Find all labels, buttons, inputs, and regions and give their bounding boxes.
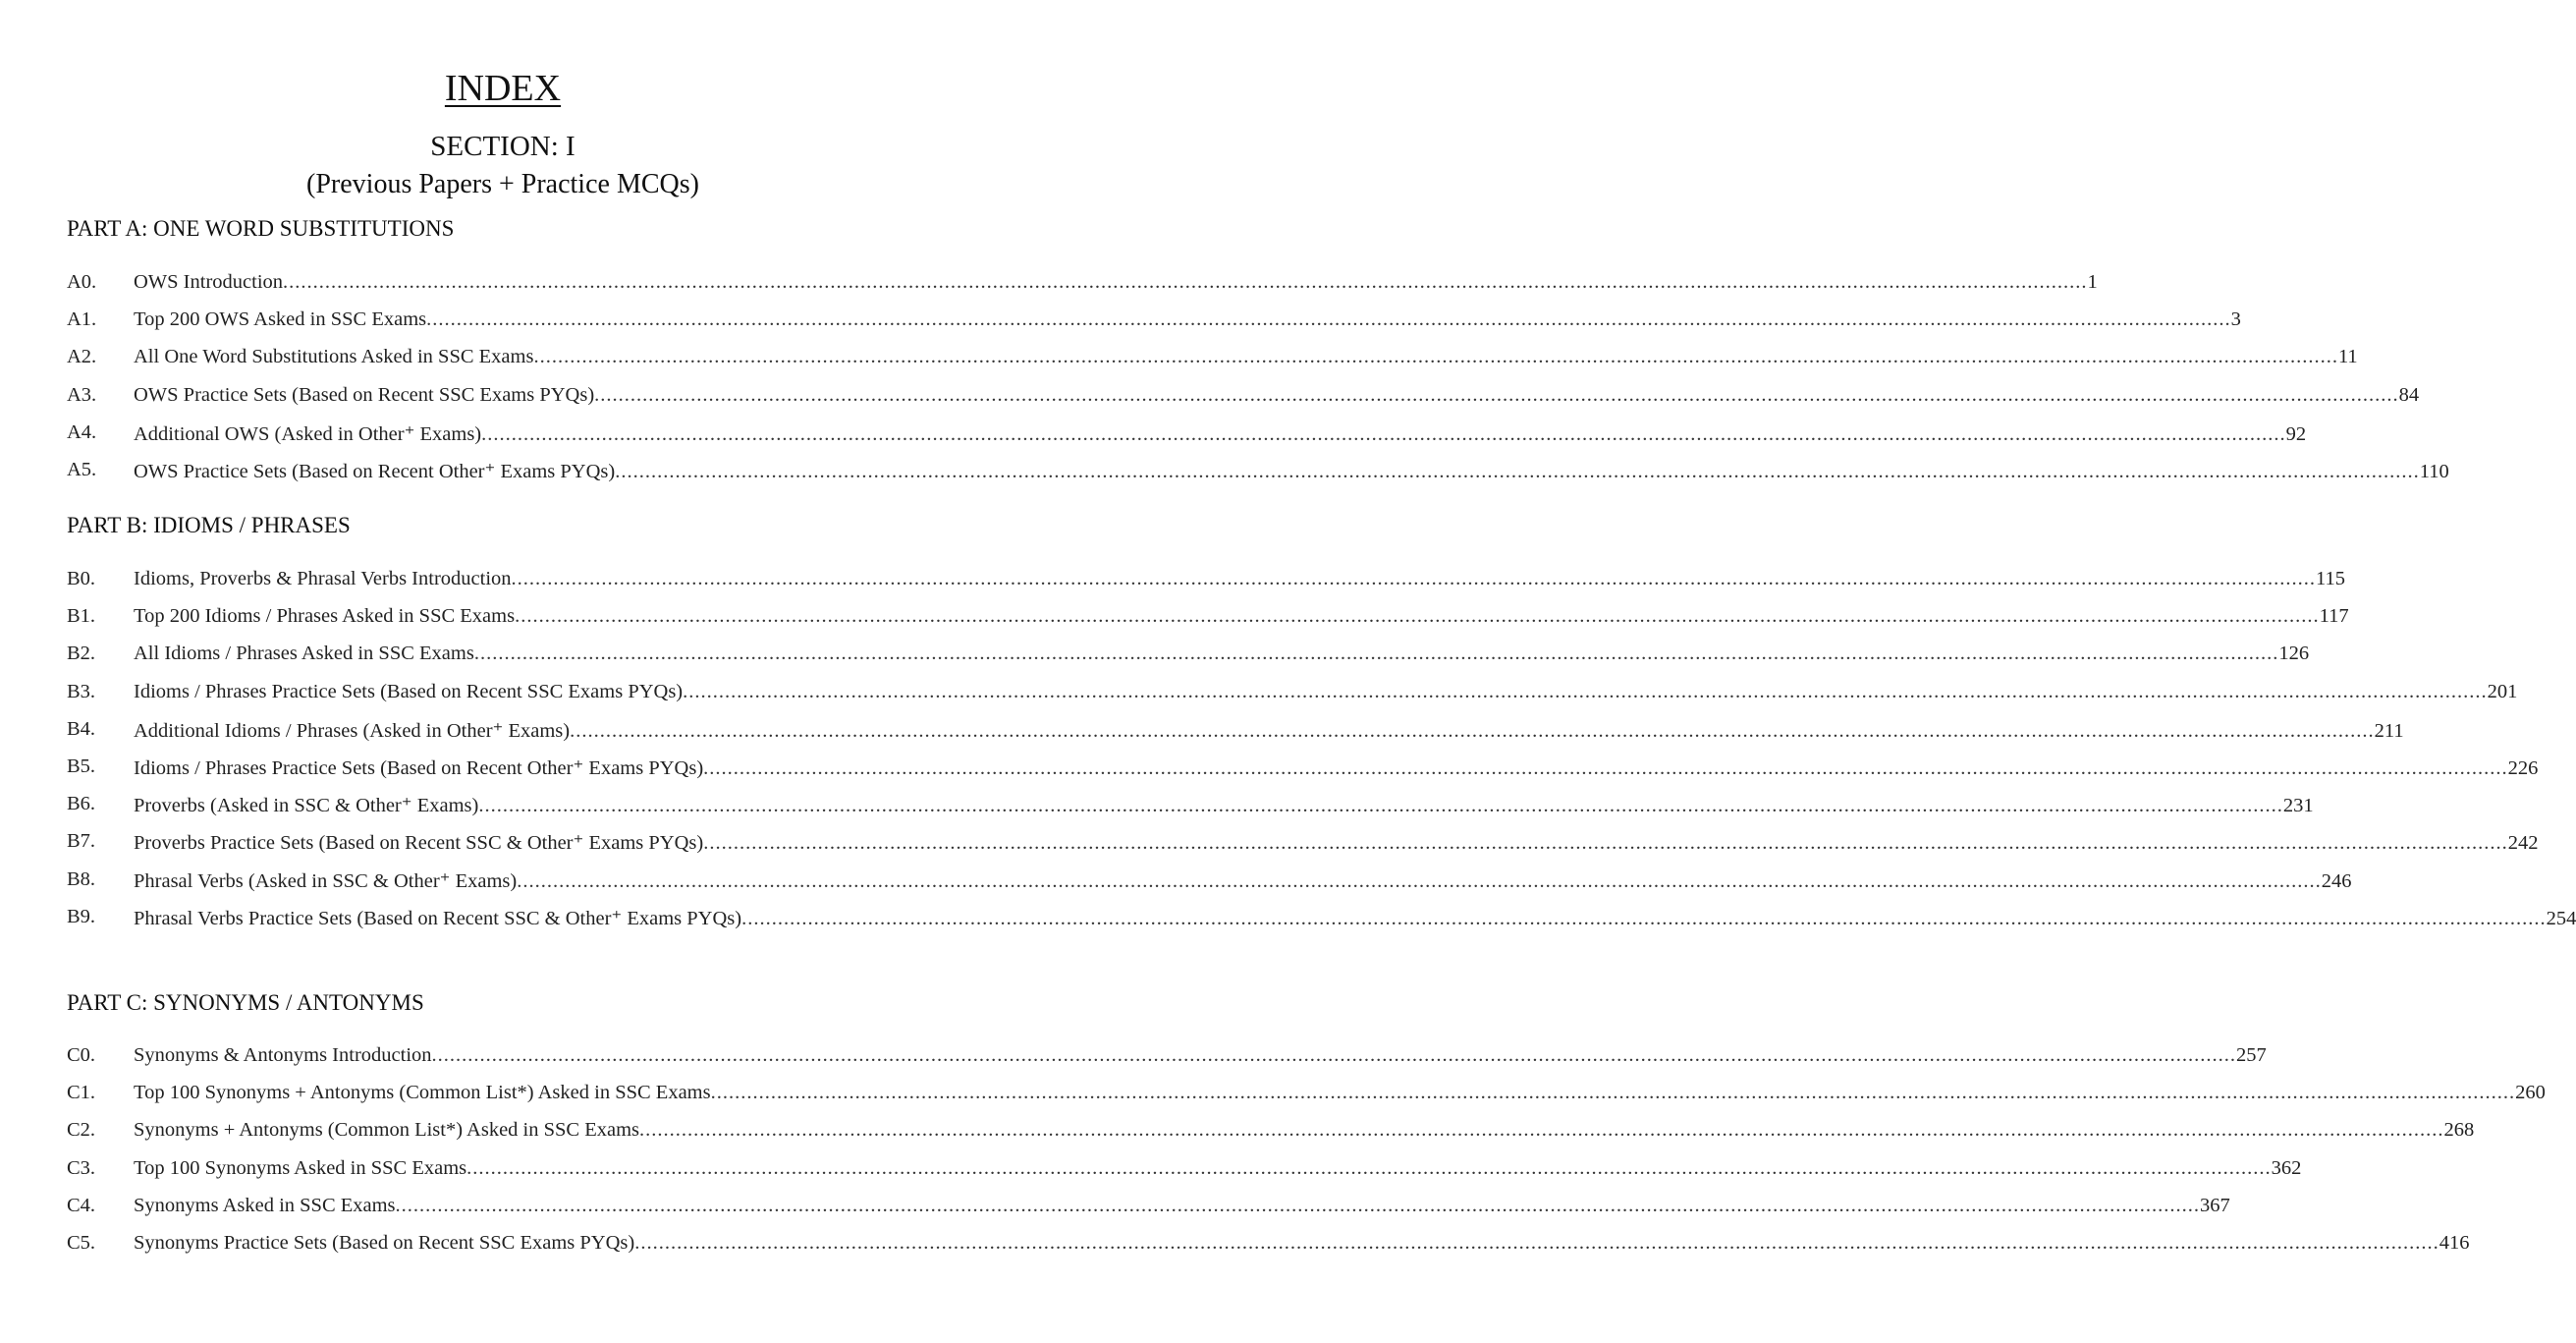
toc-entry-code: C5. bbox=[67, 1231, 96, 1254]
dot-leader: ............................................................................................................................................................................................................................................................................................................ bbox=[478, 795, 2283, 817]
toc-entry bbox=[0, 308, 2241, 346]
toc-entry-line bbox=[134, 271, 2098, 294]
toc-entry-line bbox=[134, 906, 2576, 930]
dot-leader: ............................................................................................................................................................................................................................................................................................................ bbox=[517, 869, 2322, 892]
toc-entry-line bbox=[134, 421, 2307, 446]
toc-entry-title: Additional Idioms / Phrases (Asked in Other⁺ Exams) bbox=[134, 719, 571, 742]
toc-entry bbox=[0, 1082, 2546, 1119]
toc-entry bbox=[0, 1044, 2267, 1082]
toc-entry-title: Synonyms & Antonyms Introduction bbox=[134, 1044, 432, 1066]
toc-entry-page-number: 126 bbox=[2278, 643, 2310, 665]
toc-entry-title: All Idioms / Phrases Asked in SSC Exams bbox=[134, 643, 474, 665]
toc-entry-title: Phrasal Verbs Practice Sets (Based on Recent SSC & Other⁺ Exams PYQs) bbox=[134, 907, 742, 929]
section-title: SECTION: I bbox=[430, 131, 575, 162]
part-a-heading: PART A: ONE WORD SUBSTITUTIONS bbox=[67, 216, 455, 241]
dot-leader: ............................................................................................................................................................................................................................................................................................................ bbox=[481, 422, 2286, 445]
toc-entry bbox=[0, 680, 2518, 718]
toc-entry-page-number: 231 bbox=[2282, 795, 2314, 817]
toc-entry-code: B5. bbox=[67, 755, 96, 777]
toc-entry-title: Synonyms Asked in SSC Exams bbox=[134, 1194, 396, 1216]
toc-entry bbox=[0, 383, 2420, 421]
toc-entry-line bbox=[134, 308, 2241, 331]
toc-entry-title: Top 100 Synonyms + Antonyms (Common List*) Asked in SSC Exams bbox=[134, 1082, 711, 1104]
toc-entry-title: Top 200 OWS Asked in SSC Exams bbox=[134, 308, 427, 331]
toc-entry-page-number: 211 bbox=[2374, 719, 2404, 742]
dot-leader: ............................................................................................................................................................................................................................................................................................................ bbox=[683, 680, 2488, 702]
dot-leader: ............................................................................................................................................................................................................................................................................................................ bbox=[639, 1119, 2444, 1142]
toc-entry-page-number: 115 bbox=[2316, 568, 2346, 589]
dot-leader: ............................................................................................................................................................................................................................................................................................................ bbox=[703, 832, 2508, 855]
toc-entry bbox=[0, 830, 2539, 867]
toc-entry-title: Top 200 Idioms / Phrases Asked in SSC Exams bbox=[134, 605, 516, 628]
toc-entry bbox=[0, 346, 2358, 383]
toc-entry-page-number: 242 bbox=[2507, 832, 2539, 855]
toc-entry-line bbox=[134, 1082, 2546, 1104]
toc-entry-title: Idioms, Proverbs & Phrasal Verbs Introduction bbox=[134, 568, 512, 589]
dot-leader: ............................................................................................................................................................................................................................................................................................................ bbox=[473, 643, 2279, 665]
toc-entry-code: C4. bbox=[67, 1194, 96, 1216]
toc-entry-page-number: 110 bbox=[2419, 460, 2449, 482]
toc-entry-page-number: 268 bbox=[2443, 1119, 2475, 1142]
toc-entry bbox=[0, 867, 2352, 906]
toc-entry-page-number: 84 bbox=[2398, 383, 2420, 406]
toc-entry bbox=[0, 905, 2576, 943]
part-b-heading: PART B: IDIOMS / PHRASES bbox=[67, 513, 351, 537]
toc-entry-line bbox=[134, 1194, 2230, 1217]
toc-entry-code: A0. bbox=[67, 271, 97, 293]
toc-entry-line bbox=[134, 1156, 2302, 1180]
dot-leader: ............................................................................................................................................................................................................................................................................................................ bbox=[466, 1156, 2272, 1179]
toc-entry-title: Synonyms Practice Sets (Based on Recent SSC Exams PYQs) bbox=[134, 1231, 635, 1254]
toc-entry-title: OWS Practice Sets (Based on Recent Other⁺ Exams PYQs) bbox=[134, 460, 616, 482]
toc-entry-page-number: 11 bbox=[2337, 346, 2358, 368]
toc-entry-code: B1. bbox=[67, 605, 96, 628]
toc-entry-code: B6. bbox=[67, 793, 96, 815]
index-title: INDEX bbox=[444, 68, 562, 109]
toc-entry-code: C3. bbox=[67, 1156, 96, 1179]
toc-entry-code: B8. bbox=[67, 867, 96, 890]
toc-entry-line bbox=[134, 1044, 2267, 1067]
toc-entry-title: Synonyms + Antonyms (Common List*) Asked in SSC Exams bbox=[134, 1119, 640, 1142]
toc-entry-code: C1. bbox=[67, 1082, 96, 1104]
dot-leader: ............................................................................................................................................................................................................................................................................................................ bbox=[511, 568, 2317, 589]
toc-entry-code: B0. bbox=[67, 568, 96, 589]
toc-entry-title: Top 100 Synonyms Asked in SSC Exams bbox=[134, 1156, 467, 1179]
toc-entry-line bbox=[134, 1231, 2470, 1255]
toc-entry-code: A5. bbox=[67, 458, 97, 480]
toc-entry-page-number: 92 bbox=[2285, 422, 2307, 445]
toc-entry bbox=[0, 420, 2307, 459]
dot-leader: ............................................................................................................................................................................................................................................................................................................ bbox=[703, 756, 2508, 779]
toc-entry-title: Phrasal Verbs (Asked in SSC & Other⁺ Exams) bbox=[134, 869, 518, 892]
toc-entry-code: A2. bbox=[67, 346, 97, 368]
toc-entry-page-number: 201 bbox=[2487, 680, 2518, 702]
dot-leader: ............................................................................................................................................................................................................................................................................................................ bbox=[515, 605, 2320, 628]
toc-entry-code: A3. bbox=[67, 383, 97, 406]
toc-entry-line bbox=[134, 383, 2420, 407]
dot-leader: ............................................................................................................................................................................................................................................................................................................ bbox=[634, 1231, 2439, 1254]
part-c-list bbox=[0, 1044, 2546, 1269]
toc-entry bbox=[0, 271, 2098, 308]
dot-leader: ............................................................................................................................................................................................................................................................................................................ bbox=[395, 1194, 2201, 1216]
toc-entry bbox=[0, 1194, 2230, 1232]
toc-entry bbox=[0, 1119, 2475, 1156]
part-c-heading: PART C: SYNONYMS / ANTONYMS bbox=[67, 990, 424, 1015]
toc-entry bbox=[0, 717, 2404, 755]
toc-entry-code: B2. bbox=[67, 643, 96, 665]
toc-entry-line bbox=[134, 868, 2352, 893]
toc-entry-line bbox=[134, 568, 2346, 590]
dot-leader: ............................................................................................................................................................................................................................................................................................................ bbox=[615, 460, 2420, 482]
toc-entry-title: Idioms / Phrases Practice Sets (Based on Recent Other⁺ Exams PYQs) bbox=[134, 756, 704, 779]
toc-entry-line bbox=[134, 459, 2449, 483]
dot-leader: ............................................................................................................................................................................................................................................................................................................ bbox=[431, 1044, 2237, 1066]
toc-entry-page-number: 1 bbox=[2087, 271, 2098, 293]
toc-entry-page-number: 246 bbox=[2321, 869, 2352, 892]
toc-entry-line bbox=[134, 1119, 2475, 1142]
toc-entry bbox=[0, 793, 2314, 830]
toc-entry-page-number: 3 bbox=[2230, 308, 2241, 331]
toc-entry-code: C2. bbox=[67, 1119, 96, 1142]
toc-entry-page-number: 117 bbox=[2319, 605, 2349, 628]
toc-entry-code: A4. bbox=[67, 420, 97, 443]
part-b-list bbox=[0, 568, 2576, 943]
toc-entry-line bbox=[134, 718, 2404, 743]
toc-entry-line bbox=[134, 605, 2349, 628]
toc-entry bbox=[0, 643, 2310, 680]
toc-entry-line bbox=[134, 346, 2358, 368]
toc-entry-page-number: 367 bbox=[2200, 1194, 2230, 1216]
dot-leader: ............................................................................................................................................................................................................................................................................................................ bbox=[533, 346, 2338, 368]
toc-entry-line bbox=[134, 755, 2539, 780]
toc-entry-page-number: 257 bbox=[2236, 1044, 2267, 1066]
toc-entry-code: B4. bbox=[67, 717, 96, 740]
toc-entry-line bbox=[134, 643, 2310, 665]
toc-entry-title: Idioms / Phrases Practice Sets (Based on Recent SSC Exams PYQs) bbox=[134, 680, 684, 702]
dot-leader: ............................................................................................................................................................................................................................................................................................................ bbox=[594, 383, 2399, 406]
toc-entry-title: Proverbs Practice Sets (Based on Recent SSC & Other⁺ Exams PYQs) bbox=[134, 832, 704, 855]
part-a-list bbox=[0, 271, 2449, 496]
toc-entry bbox=[0, 755, 2539, 793]
toc-entry bbox=[0, 458, 2449, 496]
section-subtitle: (Previous Papers + Practice MCQs) bbox=[306, 169, 699, 199]
toc-entry-code: C0. bbox=[67, 1044, 96, 1066]
dot-leader: ............................................................................................................................................................................................................................................................................................................ bbox=[283, 271, 2088, 293]
toc-entry bbox=[0, 1231, 2470, 1269]
toc-entry-title: Additional OWS (Asked in Other⁺ Exams) bbox=[134, 422, 482, 445]
dot-leader: ............................................................................................................................................................................................................................................................................................................ bbox=[710, 1082, 2516, 1104]
toc-entry bbox=[0, 605, 2349, 643]
toc-entry-code: A1. bbox=[67, 308, 97, 331]
toc-entry-page-number: 260 bbox=[2515, 1082, 2546, 1104]
toc-entry-code: B3. bbox=[67, 680, 96, 702]
toc-entry-line bbox=[134, 793, 2314, 817]
toc-entry bbox=[0, 1156, 2302, 1195]
toc-entry-title: All One Word Substitutions Asked in SSC Exams bbox=[134, 346, 534, 368]
toc-entry-line bbox=[134, 680, 2518, 703]
dot-leader: ............................................................................................................................................................................................................................................................................................................ bbox=[426, 308, 2231, 331]
toc-entry-title: OWS Practice Sets (Based on Recent SSC Exams PYQs) bbox=[134, 383, 595, 406]
toc-entry-page-number: 226 bbox=[2507, 756, 2539, 779]
toc-entry-title: Proverbs (Asked in SSC & Other⁺ Exams) bbox=[134, 795, 479, 817]
toc-entry-title: OWS Introduction bbox=[134, 271, 284, 293]
toc-entry bbox=[0, 568, 2346, 605]
toc-entry-page-number: 254 bbox=[2546, 907, 2576, 929]
toc-entry-page-number: 362 bbox=[2271, 1156, 2302, 1179]
toc-entry-page-number: 416 bbox=[2439, 1231, 2470, 1254]
dot-leader: ............................................................................................................................................................................................................................................................................................................ bbox=[570, 719, 2375, 742]
toc-entry-code: B9. bbox=[67, 905, 96, 927]
dot-leader: ............................................................................................................................................................................................................................................................................................................ bbox=[741, 907, 2547, 929]
toc-entry-code: B7. bbox=[67, 830, 96, 853]
toc-entry-line bbox=[134, 830, 2539, 855]
